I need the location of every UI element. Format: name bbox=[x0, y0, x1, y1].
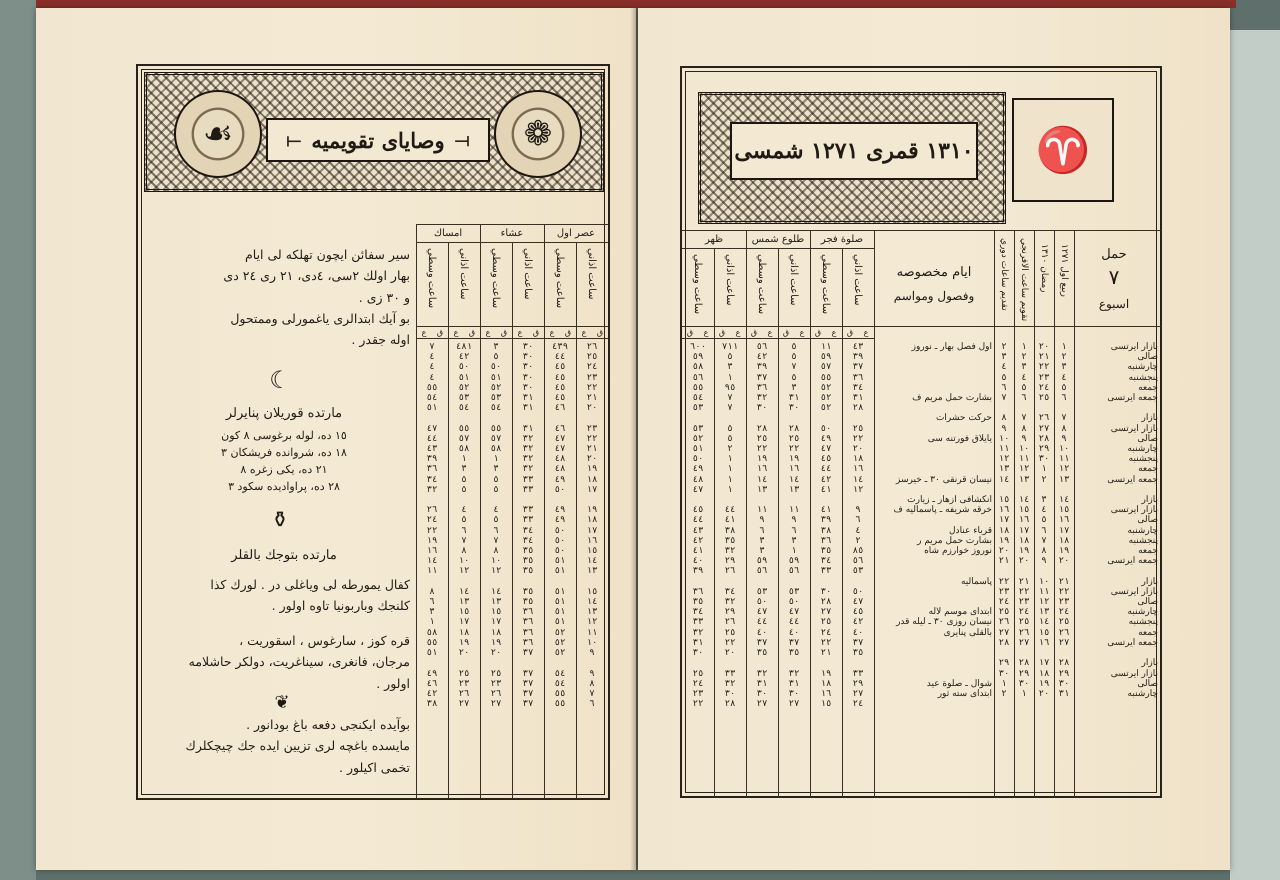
ornament-right-icon: ⟞ bbox=[286, 129, 302, 151]
advice-line: مايسده باغچه لری تزيين ايده جك چيچكلرك bbox=[185, 738, 410, 754]
right-unit: ق bbox=[718, 328, 726, 337]
hamal-label: حمل bbox=[1101, 247, 1127, 262]
right-unit: ق bbox=[814, 328, 822, 337]
right-table-header-rule bbox=[682, 326, 1162, 327]
advice-line: سير سفائن ايچون تهلكه لی ايام bbox=[245, 247, 410, 262]
fish-title: مارتده بتوجك بالقلر bbox=[231, 548, 337, 563]
ram-aries-icon: ♈ bbox=[1012, 98, 1114, 202]
right-col-group-fajr: صلوة فجر bbox=[820, 234, 864, 245]
floral-medallion: ❁ bbox=[494, 90, 582, 178]
right-header-title: ١٣١٠ قمری ١٢٧١ شمسی bbox=[734, 138, 974, 164]
right-unit: ع bbox=[767, 328, 773, 337]
right-table-divider bbox=[874, 230, 875, 798]
right-header-cartouche bbox=[730, 122, 978, 180]
left-page bbox=[36, 8, 636, 870]
right-col-header: ساعت وسطي bbox=[756, 254, 767, 315]
right-unit: ق bbox=[846, 328, 854, 337]
left-unit: ق bbox=[564, 328, 572, 337]
cover-top-edge bbox=[36, 0, 1236, 8]
left-col-header: ساعت وسطي bbox=[426, 248, 437, 309]
right-data-column: ٦٠٠ ٥٩ ٥٨ ٥٦ ٥٥ ٥٤ ٥٣ ٥٣ ٥٢ ٥١ ٥٠ ٤٩ ٤٨ ٤٧ ٤٥ ٤٤ ٤٣ ٤٢ ٤١ ٤٠ ٣٩ ٣٦ ٣٥ ٣٤ ٣٣ ٣٢ ٣١ ٣٠ ٢٥ ٢٤ ٢٣ ٢٢ bbox=[689, 342, 707, 710]
right-table-top-rule bbox=[682, 230, 1162, 231]
right-col-group-dhuhr: ظهر bbox=[704, 234, 724, 245]
fairs-title: مارتده قوريلان پنايرلر bbox=[225, 406, 343, 421]
left-col-header: ساعت اذاني bbox=[522, 248, 533, 300]
right-data-column: ٥ ٥ ٧ ٥ ٣ ٣١ ٣٠ ٢٨ ٢٥ ٢٢ ١٩ ١٦ ١٤ ١٣ ١١ ٩ ٦ ٣ ١ ٥٩ ٥٦ ٥٣ ٥٠ ٤٧ ٤٤ ٤٠ ٣٧ ٣٥ ٣٢ ٣١ ٣٠ ٢٧ bbox=[788, 342, 800, 710]
right-unit: ق bbox=[782, 328, 790, 337]
hamal-number: ٧ bbox=[1108, 265, 1120, 289]
left-col-header: ساعت اذاني bbox=[458, 248, 469, 300]
ornament-left-icon: ⟝ bbox=[454, 129, 470, 151]
left-data-column: ٣ ٥ ٥٠ ٥١ ٥٢ ٥٣ ٥٤ ٥٥ ٥٧ ٥٨ ١ ٣ ٥ ٥ ٤ ٥ ٦ ٧ ٨ ١٠ ١٢ ١٤ ١٣ ١٥ ١٧ ١٨ ١٩ ٢٠ ٢٥ ٢٣ ٢٦ ٢٧ bbox=[490, 342, 502, 710]
left-header-title: وصايای تقويميه bbox=[311, 127, 445, 153]
fairs-item: ١٥ ده، لوله برغوسی ٨ كون bbox=[221, 429, 347, 442]
right-unit: ع bbox=[735, 328, 741, 337]
date-col-header: رمضان ١٣١٠ bbox=[1039, 244, 1049, 293]
fairs-item: ٢١ ده، يكی زغره ٨ bbox=[240, 463, 328, 477]
advice-line: اوله جقدر . bbox=[351, 332, 410, 347]
left-unit: ع bbox=[581, 328, 587, 337]
right-data-column: ٤٣ ٣٩ ٣٧ ٣٦ ٣٤ ٣١ ٢٨ ٢٥ ٢٢ ٢٠ ١٨ ١٦ ١٤ ١٢ ٩ ٦ ٤ ٢ ٨٥ ٥٦ ٥٣ ٥٠ ٤٧ ٤٥ ٤٢ ٤٠ ٣٧ ٣٥ ٣٣ ٢٩ ٢٧ ٢٤ bbox=[852, 342, 864, 710]
cherubs-medallion: ☙ bbox=[174, 90, 262, 178]
events-column: اول فصل بهار ـ نوروز بشارت حمل مريم ف حركت حشرات يايلاق فورتنه سی نيسان قرنقی ٣٠ ـ خيرسز انكشافی ازهار ـ زيارت خرقه شريفه ـ پاسماليه ف قرباء عنادل بشارت حمل مريم ر نوروز خوارزم شاه پاسماليه ابتدای موسم لاله نيسان روزی ٣٠ ـ ليله قدر بالقلی پنايری شوال ـ صلوة عيد ابتدای سته ثور bbox=[893, 342, 992, 699]
left-unit: ق bbox=[436, 328, 444, 337]
left-col-group-imsak: امساك bbox=[433, 228, 463, 239]
cover-right-edge bbox=[1230, 30, 1280, 880]
right-page bbox=[638, 8, 1230, 870]
left-unit: ع bbox=[453, 328, 459, 337]
ramazan-date-column: ٢٠ ٢١ ٢٢ ٢٣ ٢٤ ٢٥ ٢٦ ٢٧ ٢٨ ٢٩ ٣٠ ١ ٢ ٣ ٤ ٥ ٦ ٧ ٨ ٩ ١٠ ١١ ١٢ ١٣ ١٤ ١٥ ١٦ ١٧ ١٨ ١٩ ٢٠ bbox=[1038, 342, 1050, 699]
right-unit: ع bbox=[863, 328, 869, 337]
date-col-header: تقويم ساعت الافرنجي bbox=[1019, 238, 1029, 322]
right-data-column: ٥٦ ٤٢ ٣٩ ٣٧ ٣٦ ٣٢ ٣٠ ٢٨ ٢٥ ٢٢ ١٩ ١٦ ١٤ ١٣ ١١ ٩ ٦ ٣ ٣ ٥٩ ٥٦ ٥٣ ٥٠ ٤٧ ٤٤ ٤٠ ٣٧ ٣٥ ٣٢ ٣١ ٣٠ ٢٧ bbox=[756, 342, 768, 710]
left-data-column: ٤٨١ ٤٢ ٥٠ ٥١ ٥٢ ٥٣ ٥٤ ٥٥ ٥٧ ٥٨ ١ ٣ ٥ ٥ ٤ ٥ ٦ ٧ ٨ ١٠ ١٢ ١٤ ١٣ ١٥ ١٧ ١٨ ١٩ ٢٠ ٢٥ ٢٣ ٢٦ ٢٧ bbox=[455, 342, 473, 710]
left-col-group-asr: عصر اول bbox=[556, 228, 596, 239]
crescent-moon-icon: ☾ bbox=[269, 366, 291, 394]
right-col-group-sunrise: طلوع شمس bbox=[751, 234, 805, 245]
right-col-header: ساعت وسطي bbox=[692, 254, 703, 315]
left-col-group-isha: عشاء bbox=[500, 228, 524, 239]
advice-line: بهار اولك ٢سی، ٤دی، ٢١ ری ٢٤ دی bbox=[223, 268, 410, 284]
fairs-item: ٢٨ ده، پراواديده سكود ٣ bbox=[228, 480, 340, 494]
grape-ornament-icon: ❦ bbox=[274, 692, 290, 713]
advice-fish-kinds bbox=[148, 630, 410, 694]
advice-line: و ٣٠ زی . bbox=[358, 289, 410, 305]
right-col-header: ساعت وسطي bbox=[820, 254, 831, 315]
right-table-divider bbox=[1074, 230, 1075, 798]
left-data-column: ٢٦ ٢٥ ٢٤ ٢٣ ٢٢ ٢١ ٢٠ ٢٣ ٢٢ ٢١ ٢٠ ١٩ ١٨ ١٧ ١٩ ١٨ ١٧ ١٦ ١٥ ١٤ ١٣ ١٥ ١٤ ١٣ ١٢ ١١ ١٠ ٩ ٩ ٨ ٧ ٦ bbox=[586, 342, 598, 710]
advice-line: اولور . bbox=[376, 675, 410, 691]
left-unit: ق bbox=[500, 328, 508, 337]
week-label: اسبوع bbox=[1098, 297, 1130, 311]
frank-date-column: ٢ ٣ ٤ ٥ ٦ ٧ ٨ ٩ ١٠ ١١ ١٢ ١٣ ١٤ ١٥ ١٦ ١٧ ١٨ ١٩ ٢٠ ٢١ ٢٢ ٢٣ ٢٤ ٢٥ ٢٦ ٢٧ ٢٨ ٢٩ ٣٠ ١ ٢ bbox=[998, 342, 1010, 699]
date-col-header: ربيع اول ١٢٧١ bbox=[1059, 244, 1069, 297]
advice-fish bbox=[148, 574, 410, 617]
day-number-column: ١ ٢ ٣ ٤ ٥ ٦ ٧ ٨ ٩ ١٠ ١١ ١٢ ١٣ ١٤ ١٥ ١٦ ١٧ ١٨ ١٩ ٢٠ ٢١ ٢٢ ٢٣ ٢٤ ٢٥ ٢٦ ٢٧ ٢٨ ٢٩ ٣٠ ٣١ bbox=[1058, 342, 1070, 699]
left-header-cartouche bbox=[266, 118, 490, 162]
left-col-header: ساعت وسطي bbox=[554, 248, 565, 309]
right-unit: ع bbox=[703, 328, 709, 337]
advice-dangerous-days bbox=[148, 244, 410, 350]
advice-line: كلنجك وباربونيا تاوه اولور . bbox=[271, 598, 410, 614]
advice-line: بو آيك ابتدالری ياغمورلی وممتحول bbox=[230, 310, 410, 326]
advice-line: مرجان، فانغری، سيناغريت، دولكر حاشلامه bbox=[188, 654, 410, 670]
left-col-header: ساعت اذاني bbox=[586, 248, 597, 300]
right-col-header: ساعت اذاني bbox=[724, 254, 735, 306]
left-unit: ق bbox=[596, 328, 604, 337]
right-col-header: ساعت اذاني bbox=[852, 254, 863, 306]
right-unit: ع bbox=[799, 328, 805, 337]
advice-line: تخمی اكيلور . bbox=[339, 759, 410, 775]
left-table-top-rule bbox=[416, 224, 608, 225]
left-unit: ق bbox=[468, 328, 476, 337]
advice-garden bbox=[148, 714, 410, 778]
left-data-column: ٣٠ ٣٠ ٣٠ ٣٠ ٣٠ ٣١ ٣١ ٣١ ٣٢ ٣٢ ٣٢ ٣٢ ٣٣ ٣٣ ٣٣ ٣٣ ٣٤ ٣٤ ٣٥ ٣٥ ٣٥ ٣٥ ٣٥ ٣٦ ٣٦ ٣٦ ٣٦ ٣٧ ٣٧ ٣٧ ٣٧ ٣٧ bbox=[522, 342, 534, 710]
advice-line: بوآيده ايكنجی دفعه باغ بودانور . bbox=[246, 717, 410, 732]
left-data-column: ٤٣٩ ٤٤ ٤٥ ٤٥ ٤٥ ٤٥ ٤٦ ٤٦ ٤٧ ٤٧ ٤٨ ٤٨ ٤٩ ٥٠ ٤٩ ٤٩ ٥٠ ٥٠ ٥٠ ٥١ ٥١ ٥١ ٥١ ٥١ ٥١ ٥٢ ٥٢ ٥٢ ٥٤ ٥٤ ٥٥ ٥٥ bbox=[551, 342, 569, 710]
date-col-header: تقديم ساعات دوري bbox=[999, 238, 1009, 311]
advice-line: كفال يمورطه لی وياغلی در . لورك كذا bbox=[210, 577, 410, 592]
right-data-column: ١١ ٥٩ ٥٧ ٥٥ ٥٢ ٥٢ ٥٢ ٥٠ ٤٩ ٤٧ ٤٥ ٤٤ ٤٢ ٤١ ٤١ ٣٩ ٣٨ ٣٦ ٣٥ ٣٤ ٣٣ ٣٠ ٢٨ ٢٧ ٢٥ ٢٤ ٢٢ ٢١ ١٩ ١٨ ١٦ ١٥ bbox=[820, 342, 832, 710]
events-header-title: ايام مخصوصه bbox=[896, 265, 972, 280]
cover-left-edge bbox=[0, 0, 36, 880]
events-header-subtitle: وفصول ومواسم bbox=[893, 289, 975, 303]
left-unit: ع bbox=[549, 328, 555, 337]
fairs-item: ١٨ ده، شروانده فريشكان ٣ bbox=[221, 446, 347, 460]
left-col-header: ساعت وسطي bbox=[490, 248, 501, 309]
right-unit: ق bbox=[750, 328, 758, 337]
right-data-column: ٧١١ ٥ ٣ ١ ٩٥ ٧ ٧ ٥ ٥ ٢ ١ ١ ١ ١ ٤٤ ٤١ ٣٨ ٣٥ ٣٢ ٢٩ ٢٦ ٣٤ ٣٢ ٢٩ ٢٦ ٢٥ ٢٢ ٢٠ ٣٣ ٣٢ ٣٠ ٢٨ bbox=[721, 342, 739, 710]
left-unit: ق bbox=[532, 328, 540, 337]
advice-line: قره كوز ، سارغوس ، اسقوريت ، bbox=[239, 633, 410, 648]
fairs-block bbox=[166, 406, 402, 495]
rumi-date-column: ١ ٢ ٣ ٤ ٥ ٦ ٧ ٨ ٩ ١٠ ١١ ١٢ ١٣ ١٤ ١٥ ١٦ ١٧ ١٨ ١٩ ٢٠ ٢١ ٢٢ ٢٣ ٢٤ ٢٥ ٢٦ ٢٧ ٢٨ ٢٩ ٣٠ ١ bbox=[1018, 342, 1030, 699]
right-col-header: ساعت اذاني bbox=[788, 254, 799, 306]
right-unit: ق bbox=[686, 328, 694, 337]
left-unit: ع bbox=[485, 328, 491, 337]
right-unit: ع bbox=[831, 328, 837, 337]
weekday-column: بازار ايرتسی صالی چارشنبه پنجشنبه جمعه جمعه ايرتسی بازار بازار ايرتسی صالی چارشنبه پنجشنبه جمعه جمعه ايرتسی بازار بازار ايرتسی صالی چارشنبه پنجشنبه جمعه جمعه ايرتسی بازار بازار ايرتسی صالی چارشنبه پنجشنبه جمعه جمعه ايرتسی بازار بازار ايرتسی صالی چارشنبه bbox=[1107, 342, 1158, 699]
left-unit: ع bbox=[517, 328, 523, 337]
left-unit: ع bbox=[421, 328, 427, 337]
urn-ornament-icon: ⚱ bbox=[270, 508, 290, 533]
left-data-column: ٧ ٤ ٤ ٤ ٥٥ ٥٤ ٥١ ٤٧ ٤٤ ٤٣ ٣٩ ٣٦ ٣٤ ٣٢ ٢٦ ٢٤ ٢٢ ١٩ ١٦ ١٤ ١١ ٨ ٦ ٣ ١ ٥٨ ٥٥ ٥١ ٤٩ ٤٦ ٤٢ ٣٨ bbox=[426, 342, 438, 710]
